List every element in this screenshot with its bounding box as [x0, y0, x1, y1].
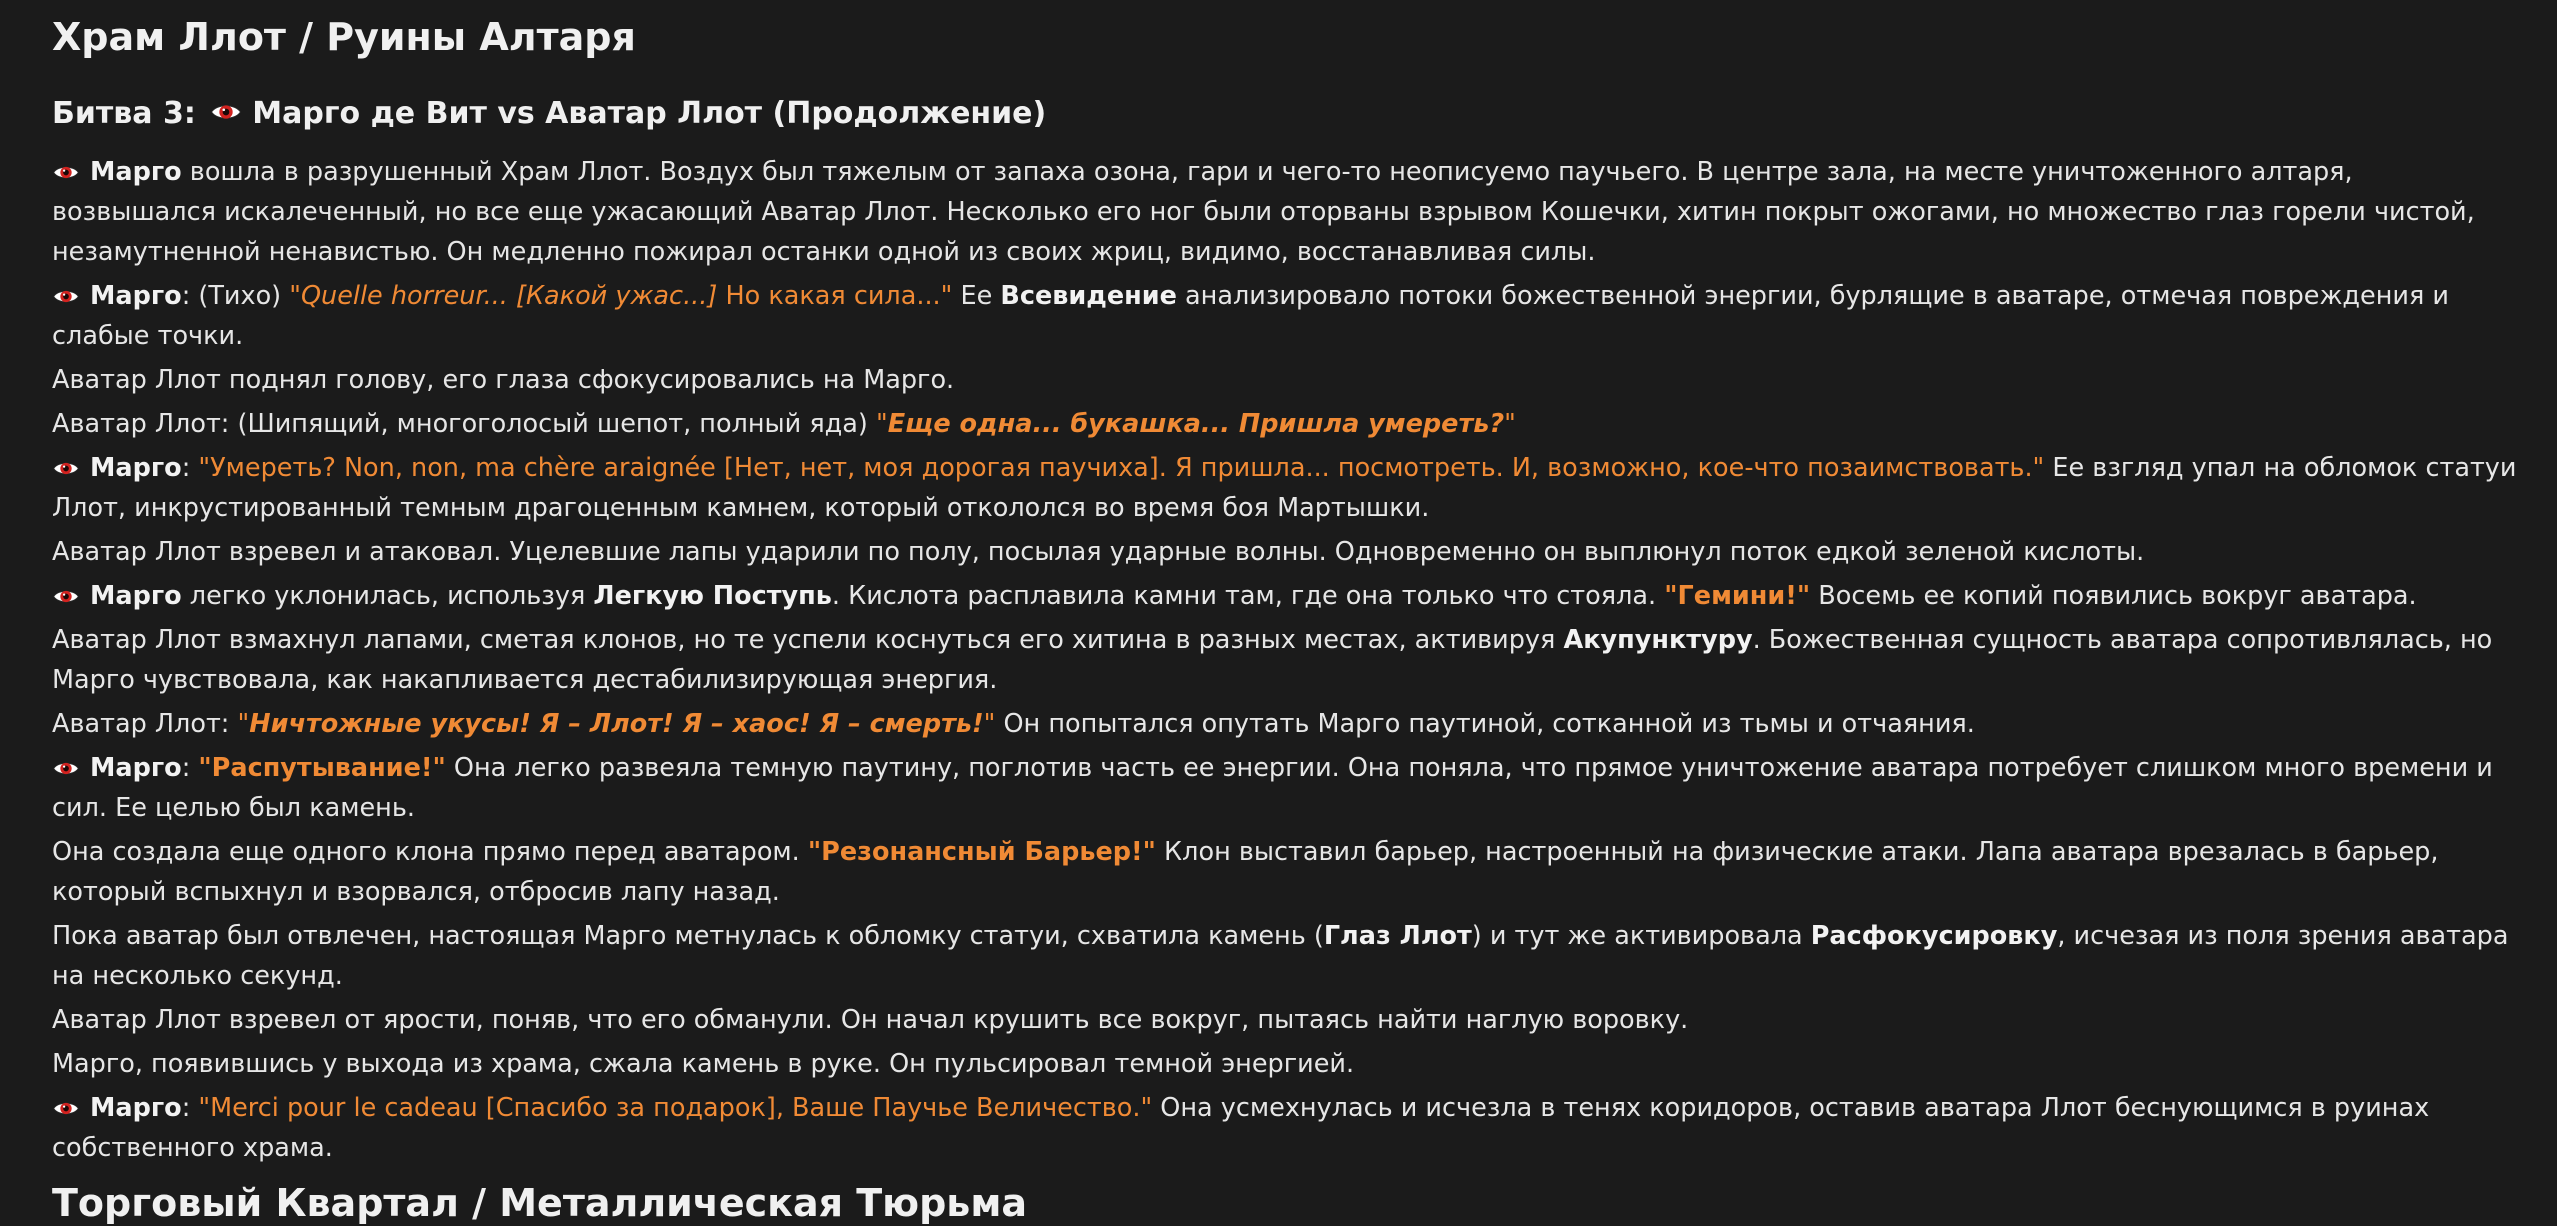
ability-name: Всевидение	[1000, 281, 1177, 311]
eye-icon	[52, 460, 80, 477]
quote-mark: "	[237, 709, 250, 739]
eye-icon	[52, 760, 80, 777]
text: Аватар Ллот взревел от ярости, поняв, что его обманули. Он начал крушить все вокруг, пытаясь найти наглую воровку.	[52, 1005, 1689, 1035]
text: вошла в разрушенный Храм Ллот. Воздух был тяжелым от запаха озона, гари и чего-то неописуемо паучьего. В центре зала, на месте уничтоженного алтаря, возвышался искалеченный, но все еще ужасающий Аватар Ллот. Несколько его ног были оторваны взрывом Кошечки, хитин покрыт ожогами, но множество глаз горели чистой, незамутненной ненавистью. Он медленно пожирал останки одной из своих жриц, видимо, восстанавливая силы.	[52, 157, 2475, 267]
quote: "Quelle horreur... [Какой ужас...]	[289, 281, 718, 311]
text: Она усмехнулась и исчезла в тенях коридоров, оставив аватара Ллот беснующимся в руинах собственного храма.	[52, 1093, 2430, 1163]
quote: "Умереть? Non, non, ma chère araignée [Нет, нет, моя дорогая паучиха]. Я пришла... посмотреть. И, возможно, кое-что позаимствовать."	[198, 453, 2045, 483]
quote-mark: "	[1504, 409, 1516, 439]
text: Аватар Ллот поднял голову, его глаза сфокусировались на Марго.	[52, 365, 955, 395]
battle-heading	[52, 94, 1046, 134]
text: Ее	[952, 281, 1001, 311]
ability-name: Акупунктуру	[1563, 625, 1753, 655]
character-name: Марго	[90, 281, 182, 311]
section-title-temple: Храм Ллот / Руины Алтаря	[52, 15, 636, 59]
text: Аватар Ллот:	[52, 709, 238, 739]
eye-icon	[52, 1100, 80, 1117]
paragraph	[52, 704, 2522, 744]
paragraph	[52, 448, 2522, 528]
text: :	[181, 1093, 199, 1123]
text: . Божественная сущность аватара сопротивлялась, но Марго чувствовала, как накапливается дестабилизирующая энергия.	[52, 625, 2493, 695]
eye-icon	[52, 288, 80, 305]
eye-icon	[210, 102, 242, 122]
character-name: Марго	[90, 453, 182, 483]
quote: "Распутывание!"	[198, 753, 446, 783]
text: Аватар Ллот взмахнул лапами, сметая клонов, но те успели коснуться его хитина в разных местах, активируя	[52, 625, 1564, 655]
text: :	[181, 753, 199, 783]
text: Она легко развеяла темную паутину, поглотив часть ее энергии. Она поняла, что прямое уничтожение аватара потребует слишком много времени и сил. Ее целью был камень.	[52, 753, 2493, 823]
quote: Но какая сила..."	[717, 281, 953, 311]
paragraph	[52, 748, 2522, 828]
paragraph	[52, 1088, 2522, 1168]
section-title-trade-quarter: Торговый Квартал / Металлическая Тюрьма	[52, 1181, 1028, 1225]
text: , исчезая из поля зрения аватара на несколько секунд.	[52, 921, 2509, 991]
paragraph	[52, 576, 2522, 616]
paragraph	[52, 152, 2522, 272]
quote-mark: "	[983, 709, 996, 739]
ability-name: Расфокусировку	[1810, 921, 2058, 951]
eye-icon	[52, 164, 80, 181]
eye-icon	[52, 588, 80, 605]
quote: Ничтожные укусы! Я – Ллот! Я – хаос! Я – смерть!	[249, 709, 984, 739]
quote: "Гемини!"	[1664, 581, 1811, 611]
text: легко уклонилась, используя	[181, 581, 594, 611]
paragraph	[52, 1000, 2522, 1040]
text: Пока аватар был отвлечен, настоящая Марго метнулась к обломку статуи, схватила камень (	[52, 921, 1324, 951]
ability-name: Легкую Поступь	[593, 581, 832, 611]
text: :	[181, 453, 199, 483]
paragraph	[52, 1044, 2522, 1084]
text: Аватар Ллот взревел и атаковал. Уцелевшие лапы ударили по полу, посылая ударные волны. Одновременно он выплюнул поток едкой зеленой кислоты.	[52, 537, 2145, 567]
character-name: Марго	[90, 753, 182, 783]
text: Ее взгляд упал на обломок статуи Ллот, инкрустированный темным драгоценным камнем, который откололся во время боя Мартышки.	[52, 453, 2517, 523]
quote-mark: "	[875, 409, 888, 439]
paragraph	[52, 532, 2522, 572]
text: Он попытался опутать Марго паутиной, сотканной из тьмы и отчаяния.	[995, 709, 1975, 739]
item-name: Глаз Ллот	[1323, 921, 1472, 951]
text: Клон выставил барьер, настроенный на физические атаки. Лапа аватара врезалась в барьер, который вспыхнул и взорвался, отбросив лапу назад.	[52, 837, 2439, 907]
paragraph	[52, 620, 2522, 700]
paragraph	[52, 832, 2522, 912]
character-name: Марго	[90, 581, 182, 611]
text: . Кислота расплавила камни там, где она только что стояла.	[831, 581, 1665, 611]
text: Она создала еще одного клона прямо перед аватаром.	[52, 837, 808, 867]
paragraph	[52, 276, 2522, 356]
story-body	[52, 152, 2522, 1172]
text: Марго, появившись у выхода из храма, сжала камень в руке. Он пульсировал темной энергией.	[52, 1049, 1355, 1079]
character-name: Марго	[90, 157, 182, 187]
text: Аватар Ллот: (Шипящий, многоголосый шепот, полный яда)	[52, 409, 876, 439]
text: ) и тут же активировала	[1471, 921, 1811, 951]
paragraph	[52, 404, 2522, 444]
battle-heading-prefix: Битва 3:	[52, 96, 196, 131]
text: : (Тихо)	[181, 281, 290, 311]
battle-heading-title: Марго де Вит vs Аватар Ллот (Продолжение)	[252, 96, 1047, 131]
quote: "Merci pour le cadeau [Спасибо за подарок], Ваше Паучье Величество."	[198, 1093, 1153, 1123]
paragraph	[52, 360, 2522, 400]
quote: "Резонансный Барьер!"	[807, 837, 1156, 867]
quote: Еще одна... букашка... Пришла умереть?	[887, 409, 1505, 439]
text: Восемь ее копий появились вокруг аватара.	[1810, 581, 2417, 611]
character-name: Марго	[90, 1093, 182, 1123]
paragraph	[52, 916, 2522, 996]
text: анализировало потоки божественной энергии, бурлящие в аватаре, отмечая повреждения и слабые точки.	[52, 281, 2450, 351]
